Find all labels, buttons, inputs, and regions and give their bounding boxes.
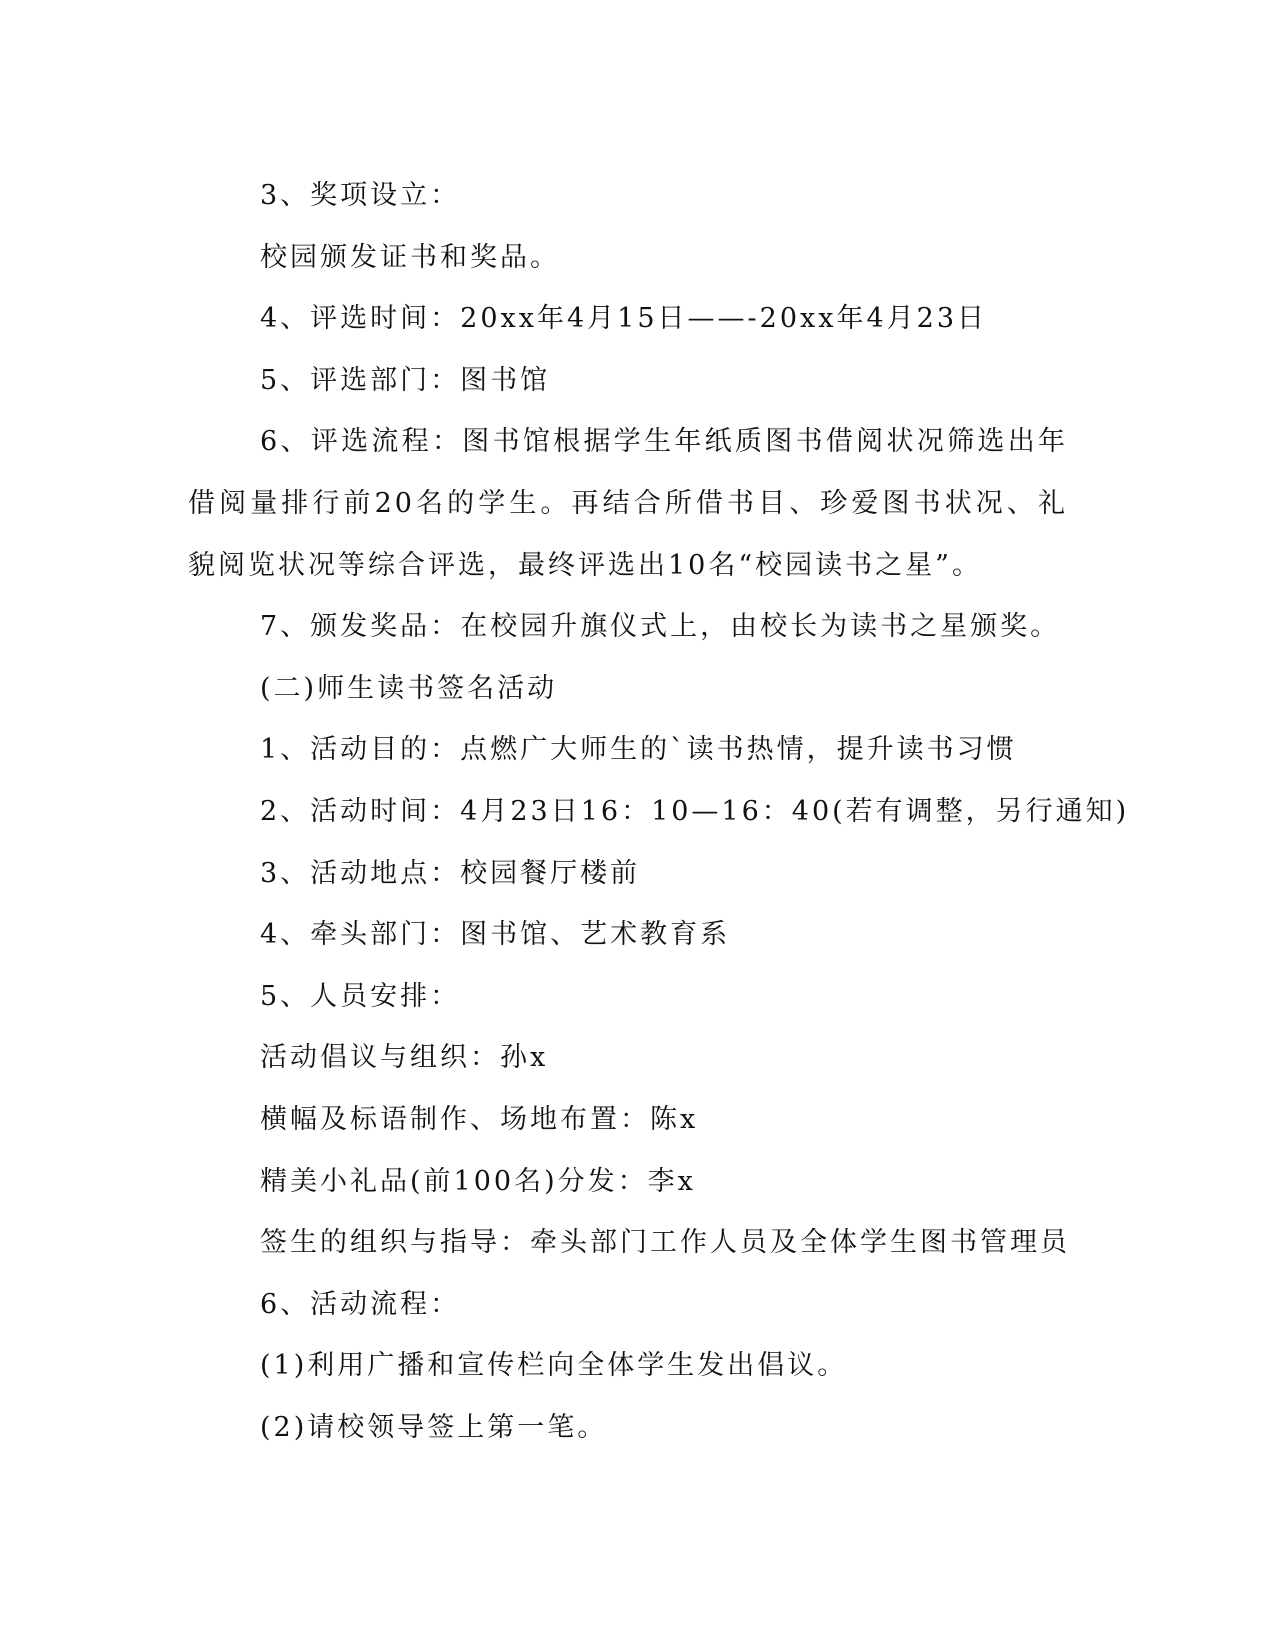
paragraph-award-setup: 3、奖项设立： — [260, 180, 461, 211]
document-body — [188, 165, 1130, 1458]
paragraph-activity-location: 3、活动地点：校园餐厅楼前 — [260, 857, 641, 889]
paragraph-staff-initiative: 活动倡议与组织：孙x — [260, 1042, 549, 1074]
paragraph-selection-process: 6、评选流程：图书馆根据学生年纸质图书借阅状况筛选出年借阅量排行前20名的学生。再结合所借书目、珍爱图书状况、礼貌阅览状况等综合评选，最终评选出10名“校园读书之星”。 — [188, 426, 1068, 581]
paragraph-activity-time: 2、活动时间：4月23日16：10—16：40(若有调整，另行通知) — [260, 795, 1130, 827]
paragraph-staff-gifts: 精美小礼品(前100名)分发：李x — [260, 1165, 696, 1197]
section-heading-signing-activity: (二)师生读书签名活动 — [260, 672, 558, 704]
paragraph-staff-banner: 横幅及标语制作、场地布置：陈x — [260, 1103, 699, 1135]
list-item-step-2: (2)请校领导签上第一笔。 — [260, 1411, 608, 1443]
paragraph-award-ceremony: 7、颁发奖品：在校园升旗仪式上，由校长为读书之星颁奖。 — [260, 611, 1061, 643]
paragraph-award-items: 校园颁发证书和奖品。 — [260, 241, 560, 273]
paragraph-selection-time: 4、评选时间：20xx年4月15日——-20xx年4月23日 — [260, 303, 987, 335]
paragraph-staff-arrangement: 5、人员安排： — [260, 980, 461, 1012]
paragraph-activity-purpose: 1、活动目的：点燃广大师生的`读书热情，提升读书习惯 — [260, 734, 1017, 766]
paragraph-activity-process: 6、活动流程： — [260, 1288, 461, 1320]
paragraph-staff-guidance: 签生的组织与指导：牵头部门工作人员及全体学生图书管理员 — [260, 1227, 1070, 1259]
paragraph-lead-department: 4、牵头部门：图书馆、艺术教育系 — [260, 919, 731, 951]
paragraph-selection-department: 5、评选部门：图书馆 — [260, 364, 551, 396]
list-item-step-1: (1)利用广播和宣传栏向全体学生发出倡议。 — [260, 1350, 848, 1382]
